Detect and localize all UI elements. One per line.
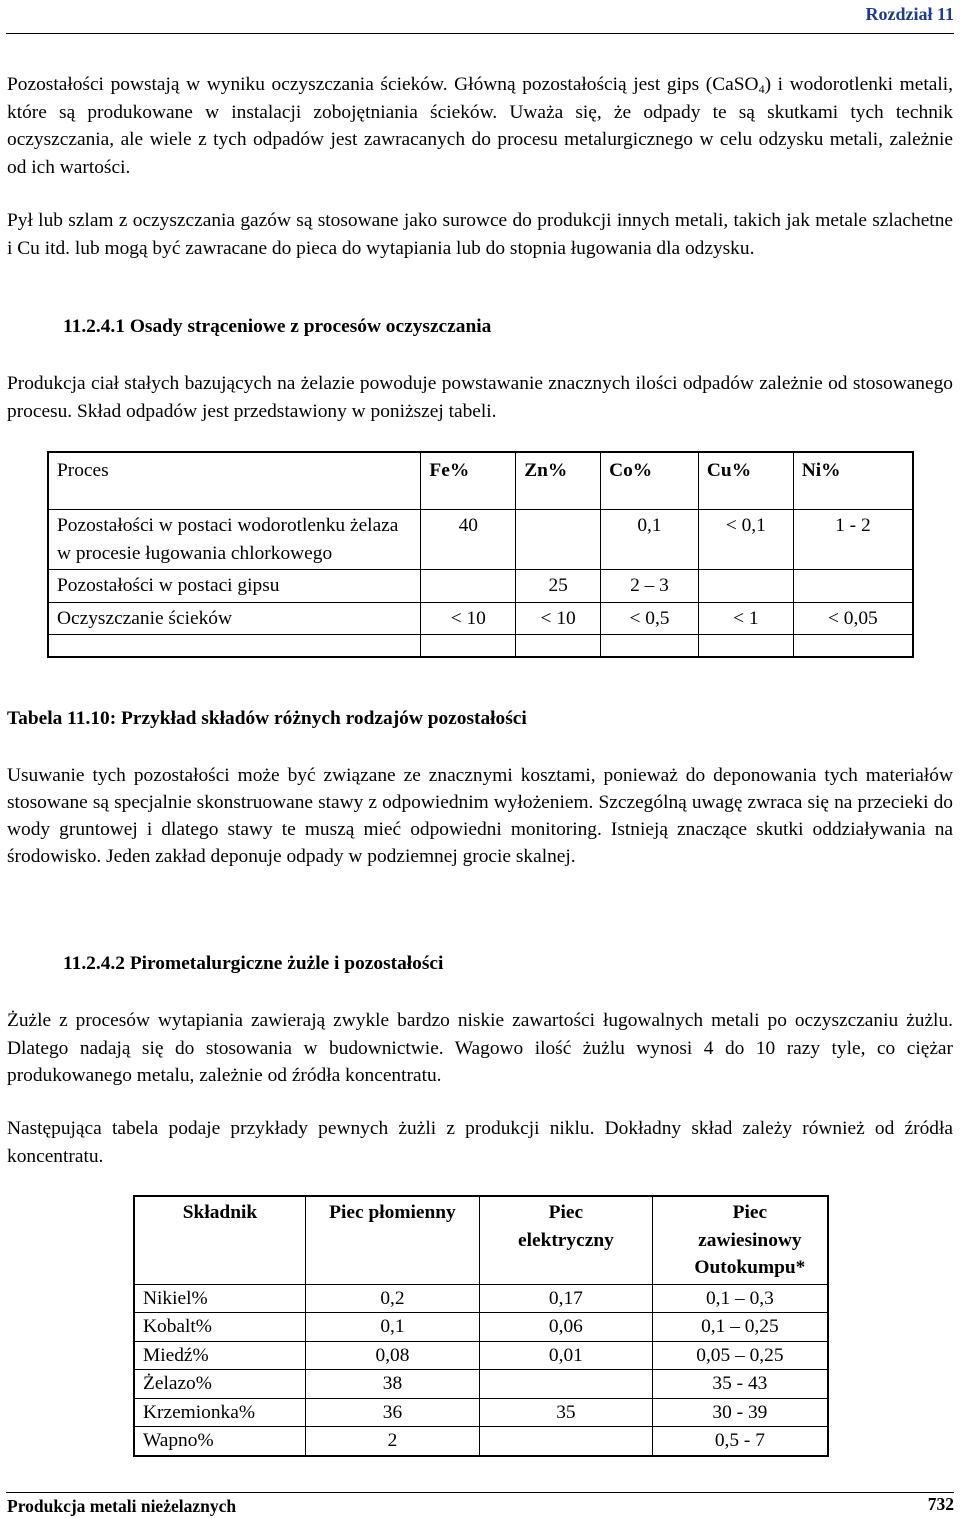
table-cell: < 10 [421,602,516,635]
table-cell: 35 - 43 [652,1370,828,1399]
table-cell: 0,06 [480,1313,653,1342]
paragraph-disposal: Usuwanie tych pozostałości może być związane ze znacznymi kosztami, ponieważ do deponowania tych materiałów stosowane są specjalnie skonstruowane stawy z odpowiednim wyłożeniem. Szczególną uwagę zwraca się na przecieki do wody gruntowej i dlatego stawy te muszą mieć odpowiedni monitoring. Istnieją znaczące skutki oddziaływania na środowisko. Jeden zakład deponuje odpady w podziemnej grocie skalnej. [7,765,953,867]
table-cell [480,1427,653,1456]
table-cell: < 1 [698,602,793,635]
table-cell [698,635,793,658]
table-row [134,1341,828,1370]
table-caption: Tabela 11.10: Przykład składów różnych rodzajów pozostałości [7,708,527,729]
table-cell: Żelazo% [134,1370,305,1399]
table-cell: Pozostałości w postaci wodorotlenku żelaza w procesie ługowania chlorkowego [48,510,421,570]
table-cell [516,635,601,658]
paragraph-residues [7,71,953,181]
table-cell: 0,17 [480,1284,653,1313]
page-number: 732 [927,1494,954,1514]
section-heading-1 [63,316,491,338]
table-cell: Miedź% [134,1341,305,1370]
table-cell: Wapno% [134,1427,305,1456]
table-cell [480,1370,653,1399]
table-cell [698,570,793,603]
table-row [134,1284,828,1313]
paragraph-slags: Żużle z procesów wytapiania zawierają zwykle bardzo niskie zawartości ługowalnych metali po oczyszczaniu żużlu. Dlatego nadają się do stosowania w budownictwie. Wagowo ilość żużlu wynosi 4 do 10 razy tyle, co ciężar produkowanego metalu, zależnie od źródła koncentratu. [7,1010,953,1086]
table-row [134,1398,828,1427]
table-cell: Pozostałości w postaci gipsu [48,570,421,603]
paragraph-dust: Pył lub szlam z oczyszczania gazów są stosowane jako surowce do produkcji innych metali, takich jak metale szlachetne i Cu itd. lub mogą być zawracane do pieca do wytapiania lub do stopnia ługowania dla odzysku. [7,210,953,259]
table-cell: 2 – 3 [601,570,699,603]
table-row [48,510,913,570]
table-cell [48,635,421,658]
table-cell: 35 [480,1398,653,1427]
table-header-cell: Piec elektryczny [480,1196,653,1284]
table-cell: 36 [305,1398,479,1427]
paragraph-residues-text-b: ) i wodorotlenki metali, które są produkowane w instalacji zobojętniania ścieków. Uważa się, że odpady te są skutkami tych technik oczyszczania, ale wiele z tych odpadów jest zawracanych do procesu metalurgicznego w celu odzysku metali, zależnie od ich wartości. [7,74,953,178]
table-cell: 0,1 – 0,25 [652,1313,828,1342]
chapter-header: Rozdział 11 [865,4,954,24]
section-title-1: Osady strąceniowe z procesów oczyszczania [129,316,492,337]
table-row [48,602,913,635]
footer-divider [6,1492,954,1493]
section-number-2: 11.2.4.2 [63,953,125,974]
table-cell: 0,5 - 7 [652,1427,828,1456]
table-cell: Oczyszczanie ścieków [48,602,421,635]
table-header-cell: Składnik [134,1196,305,1284]
table-header-cell: Proces [48,452,421,510]
table-cell [793,570,913,603]
table-cell: < 0,05 [793,602,913,635]
table-cell: 2 [305,1427,479,1456]
residue-composition-table [47,451,914,658]
header-divider [6,33,954,34]
table-cell [601,635,699,658]
table-cell: < 0,5 [601,602,699,635]
table-cell: Kobalt% [134,1313,305,1342]
table-cell: 40 [421,510,516,570]
table-cell: 1 - 2 [793,510,913,570]
table-header-cell: Piec płomienny [305,1196,479,1284]
table-cell: 0,2 [305,1284,479,1313]
subscript-4: 4 [758,82,765,96]
table-row [134,1370,828,1399]
table-cell [421,570,516,603]
section-number-1: 11.2.4.1 [63,316,125,337]
table-cell: < 0,1 [698,510,793,570]
table-cell: 0,08 [305,1341,479,1370]
paragraph-nickel: Następująca tabela podaje przykłady pewnych żużli z produkcji niklu. Dokładny skład zależy również od źródła koncentratu. [7,1118,953,1167]
table-header-row [48,452,913,510]
table-header-cell: Co% [601,452,699,510]
table-cell: 0,05 – 0,25 [652,1341,828,1370]
table-cell: 38 [305,1370,479,1399]
table-cell: < 10 [516,602,601,635]
table-cell: 0,1 [305,1313,479,1342]
table-cell: 0,01 [480,1341,653,1370]
paragraph-production: Produkcja ciał stałych bazujących na żelazie powoduje powstawanie znacznych ilości odpadów zależnie od stosowanego procesu. Skład odpadów jest przedstawiony w poniższej tabeli. [7,373,953,422]
table-header-cell: Cu% [698,452,793,510]
table-header-cell: Piec zawiesinowy Outokumpu* [652,1196,828,1284]
table-cell: Krzemionka% [134,1398,305,1427]
table-cell: 0,1 [601,510,699,570]
section-heading-2 [63,953,443,975]
table-header-cell: Zn% [516,452,601,510]
table-cell: 30 - 39 [652,1398,828,1427]
table-header-cell: Ni% [793,452,913,510]
table-cell: Nikiel% [134,1284,305,1313]
footer-title: Produkcja metali nieżelaznych [7,1496,237,1516]
table-cell: 25 [516,570,601,603]
table-header-cell: Fe% [421,452,516,510]
section-title-2: Pirometalurgiczne żużle i pozostałości [129,953,444,974]
table-cell [516,510,601,570]
paragraph-residues-text-a: Pozostałości powstają w wyniku oczyszczania ścieków. Główną pozostałością jest gips (CaSO [7,74,759,95]
table-row [134,1427,828,1456]
table-row [134,1313,828,1342]
table-cell: 0,1 – 0,3 [652,1284,828,1313]
table-cell [421,635,516,658]
table-header-row [134,1196,828,1284]
table-row-empty [48,635,913,658]
table-row [48,570,913,603]
slag-composition-table [133,1195,829,1457]
table-cell [793,635,913,658]
